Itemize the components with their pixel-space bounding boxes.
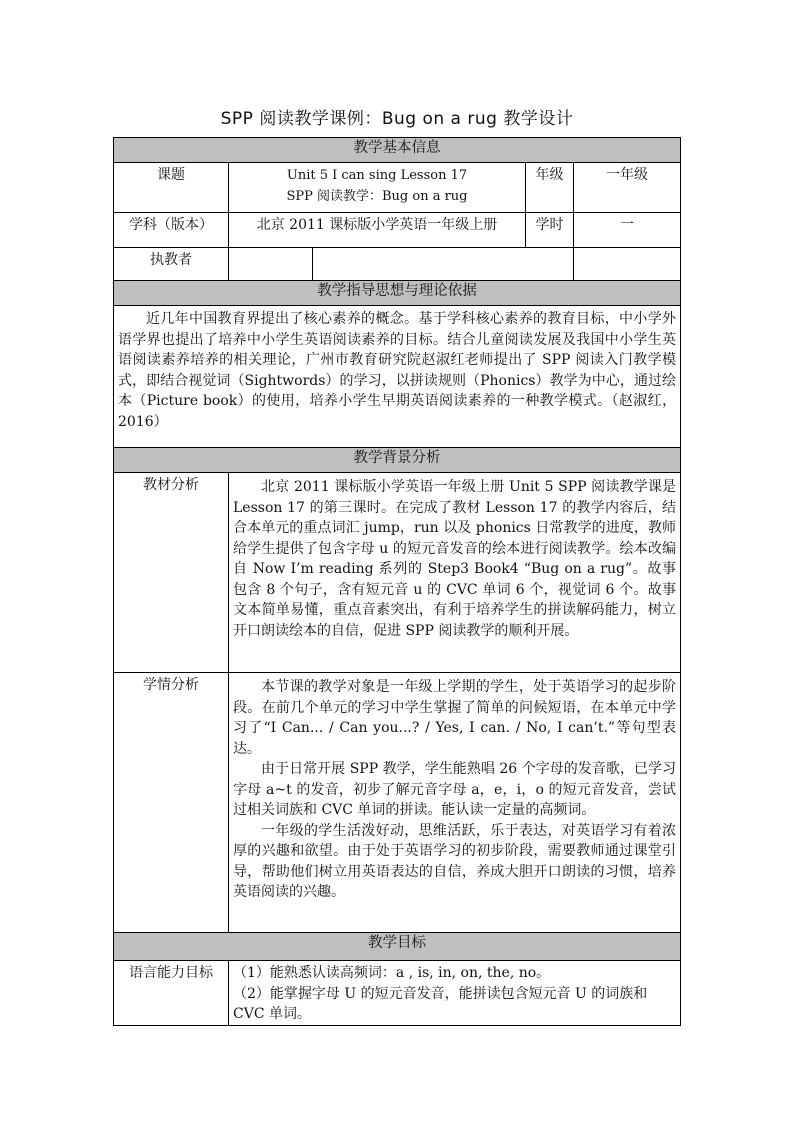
material-analysis-row bbox=[114, 473, 681, 673]
student-analysis-row bbox=[114, 673, 681, 933]
material-analysis-cell bbox=[229, 473, 681, 673]
section-header: 教学目标 bbox=[114, 933, 681, 961]
topic-line-2: SPP 阅读教学：Bug on a rug bbox=[286, 189, 468, 204]
material-analysis-label: 教材分析 bbox=[114, 473, 229, 673]
language-objectives-cell bbox=[229, 961, 681, 1026]
grade-value: 一年级 bbox=[574, 163, 681, 213]
topic-line-1: Unit 5 I can sing Lesson 17 bbox=[286, 168, 468, 183]
section-objectives bbox=[114, 933, 681, 961]
teacher-blank bbox=[313, 248, 574, 281]
language-objectives-label: 语言能力目标 bbox=[114, 961, 229, 1026]
material-analysis-text: 北京 2011 课标版小学英语一年级上册 Unit 5 SPP 阅读教学课是 Lesson 17 的第三课时。在完成了教材 Lesson 17 的教学内容后，结合本单元的重点词汇 jump，run 以及 phonics 日常教学的进度，教师给学生提供了包含字母 u 的短元音发音的绘本进行阅读教学。绘本改编自 Now I’m reading 系列的 Step3 Book4 “Bug on a rug”。故事包含 8 个句子，含有短元音 u 的 CVC 单词 6 个，视觉词 6 个。故事文本简单易懂，重点音素突出，有利于培养学生的拼读解码能力，树立开口朗读绘本的自信，促进 SPP 阅读教学的顺利开展。 bbox=[233, 479, 677, 639]
student-analysis-cell bbox=[229, 673, 681, 933]
lesson-plan-table bbox=[113, 137, 681, 1026]
guiding-theory-row bbox=[114, 306, 681, 448]
objective-item: （2）能掌握字母 U 的短元音发音，能拼读包含短元音 U 的词族和 CVC 单词。 bbox=[233, 985, 648, 1022]
grade-label: 年级 bbox=[526, 163, 574, 213]
document-title: SPP 阅读教学课例：Bug on a rug 教学设计 bbox=[220, 109, 574, 129]
section-guiding-theory bbox=[114, 281, 681, 306]
teacher-extra-blank bbox=[574, 248, 681, 281]
teacher-row bbox=[114, 248, 681, 281]
section-background bbox=[114, 448, 681, 473]
student-analysis-paragraph: 本节课的教学对象是一年级上学期的学生，处于英语学习的起步阶段。在前几个单元的学习中学生掌握了简单的问候短语，在本单元中学习了“I Can... / Can you...? / Yes, I can. / No, I can’t.”等句型表达。 bbox=[233, 679, 677, 757]
student-analysis-paragraph: 一年级的学生活泼好动，思维活跃，乐于表达，对英语学习有着浓厚的兴趣和欲望。由于处于英语学习的初步阶段，需要教师通过课堂引导，帮助他们树立用英语表达的自信，养成大胆开口朗读的习惯，培养英语阅读的兴趣。 bbox=[233, 822, 677, 900]
student-analysis-label: 学情分析 bbox=[114, 673, 229, 933]
topic-row bbox=[114, 163, 681, 213]
section-header: 教学指导思想与理论依据 bbox=[114, 281, 681, 306]
language-objectives-row bbox=[114, 961, 681, 1026]
topic-value bbox=[229, 163, 526, 213]
guiding-theory-text: 近几年中国教育界提出了核心素养的概念。基于学科核心素养的教育目标，中小学外语学界也提出了培养中小学生英语阅读素养的目标。结合儿童阅读发展及我国中小学生英语阅读素养培养的相关理论，广州市教育研究院赵淑红老师提出了 SPP 阅读入门教学模式，即结合视觉词（Sightwords）的学习，以拼读规则（Phonics）教学为中心，通过绘本（Picture book）的使用，培养小学生早期英语阅读素养的一种教学模式。（赵淑红，2016） bbox=[118, 311, 677, 430]
section-header: 教学基本信息 bbox=[114, 138, 681, 163]
section-basic-info bbox=[114, 138, 681, 163]
teacher-label: 执教者 bbox=[114, 248, 229, 281]
objective-item: （1）能熟悉认读高频词：a , is, in, on, the, no。 bbox=[233, 965, 551, 981]
guiding-theory-cell bbox=[114, 306, 681, 448]
teacher-value bbox=[229, 248, 313, 281]
section-header: 教学背景分析 bbox=[114, 448, 681, 473]
hours-label: 学时 bbox=[526, 213, 574, 248]
hours-value: 一 bbox=[574, 213, 681, 248]
subject-label: 学科（版本） bbox=[114, 213, 229, 248]
subject-row bbox=[114, 213, 681, 248]
topic-label: 课题 bbox=[114, 163, 229, 213]
subject-value: 北京 2011 课标版小学英语一年级上册 bbox=[229, 213, 526, 248]
student-analysis-paragraph: 由于日常开展 SPP 教学，学生能熟唱 26 个字母的发音歌，已学习字母 a~t 的发音，初步了解元音字母 a，e，i，o 的短元音发音，尝试过相关词族和 CVC 单词的拼读。能认读一定量的高频词。 bbox=[233, 761, 677, 818]
